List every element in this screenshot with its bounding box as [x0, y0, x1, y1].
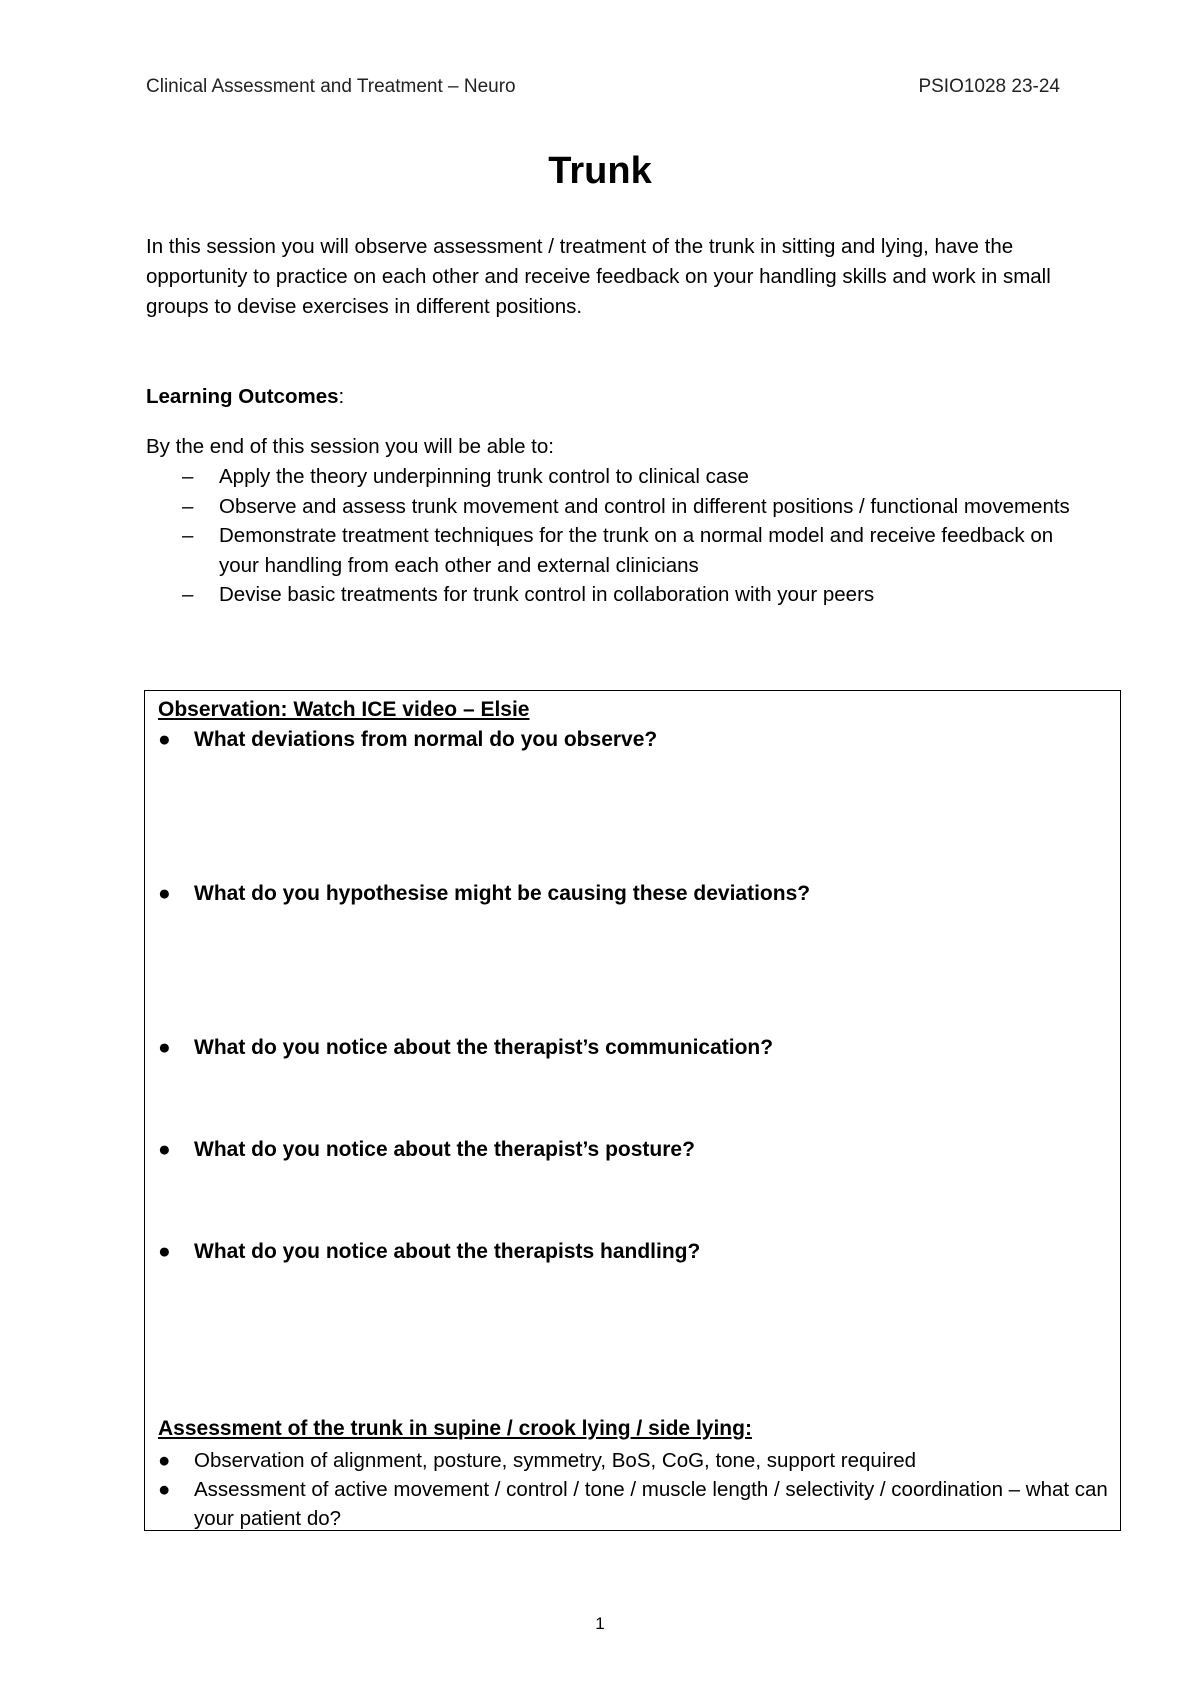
dash-marker: – — [182, 494, 194, 518]
bullet-marker: ● — [158, 1036, 171, 1059]
list-item-text: Devise basic treatments for trunk control in collaboration with your peers — [219, 583, 875, 606]
bullet-marker: ● — [158, 1449, 171, 1472]
bullet-marker: ● — [158, 1138, 171, 1161]
observation-heading: Observation: Watch ICE video – Elsie — [158, 698, 530, 721]
learning-outcomes-lead: By the end of this session you will be able to: — [146, 435, 554, 458]
list-item — [146, 521, 1076, 580]
list-item — [146, 580, 1076, 610]
question-text: What do you notice about the therapists handling? — [194, 1240, 701, 1263]
intro-paragraph: In this session you will observe assessment / treatment of the trunk in sitting and lying, have the opportunity to practice on each other and receive feedback on your handling skills and work in small groups to devise exercises in different positions. — [146, 235, 1051, 318]
dash-marker: – — [182, 465, 194, 488]
learning-outcomes-heading — [146, 385, 344, 409]
question-text: What deviations from normal do you observe? — [194, 728, 658, 751]
question-text: What do you notice about the therapist’s communication? — [194, 1036, 774, 1059]
page-title: Trunk — [548, 150, 652, 192]
list-item-text: Demonstrate treatment techniques for the trunk on a normal model and receive feedback on your handling from each other and external clinicians — [219, 524, 1054, 577]
dash-marker: – — [182, 583, 194, 606]
question-text: What do you notice about the therapist’s posture? — [194, 1138, 695, 1161]
observation-box — [144, 690, 1121, 1531]
assessment-item — [158, 1475, 1108, 1533]
header-course-title: Clinical Assessment and Treatment – Neuro — [146, 76, 516, 97]
bullet-marker: ● — [158, 882, 171, 905]
list-item-text: Apply the theory underpinning trunk control to clinical case — [219, 465, 749, 488]
question-text: What do you hypothesise might be causing these deviations? — [194, 882, 811, 905]
dash-marker: – — [182, 524, 194, 547]
bullet-marker: ● — [158, 1478, 171, 1501]
header-module-code: PSIO1028 23-24 — [918, 76, 1060, 97]
assessment-heading: Assessment of the trunk in supine / crook lying / side lying: — [158, 1417, 752, 1440]
assessment-item-text: Assessment of active movement / control / tone / muscle length / selectivity / coordination – what can your patient do? — [194, 1478, 1108, 1530]
learning-outcomes-heading-colon: : — [338, 385, 345, 408]
assessment-item — [158, 1446, 1108, 1475]
bullet-marker: ● — [158, 728, 171, 751]
assessment-item-text: Observation of alignment, posture, symmetry, BoS, CoG, tone, support required — [194, 1449, 917, 1472]
bullet-marker: ● — [158, 1240, 171, 1263]
list-item — [146, 462, 1076, 492]
learning-outcomes-heading-text: Learning Outcomes — [146, 385, 339, 408]
learning-outcomes-list — [146, 462, 1076, 610]
list-item-text: Observe and assess trunk movement and control in different positions / functional movements — [219, 494, 1070, 518]
page-number: 1 — [595, 1614, 605, 1633]
list-item — [146, 492, 1076, 522]
